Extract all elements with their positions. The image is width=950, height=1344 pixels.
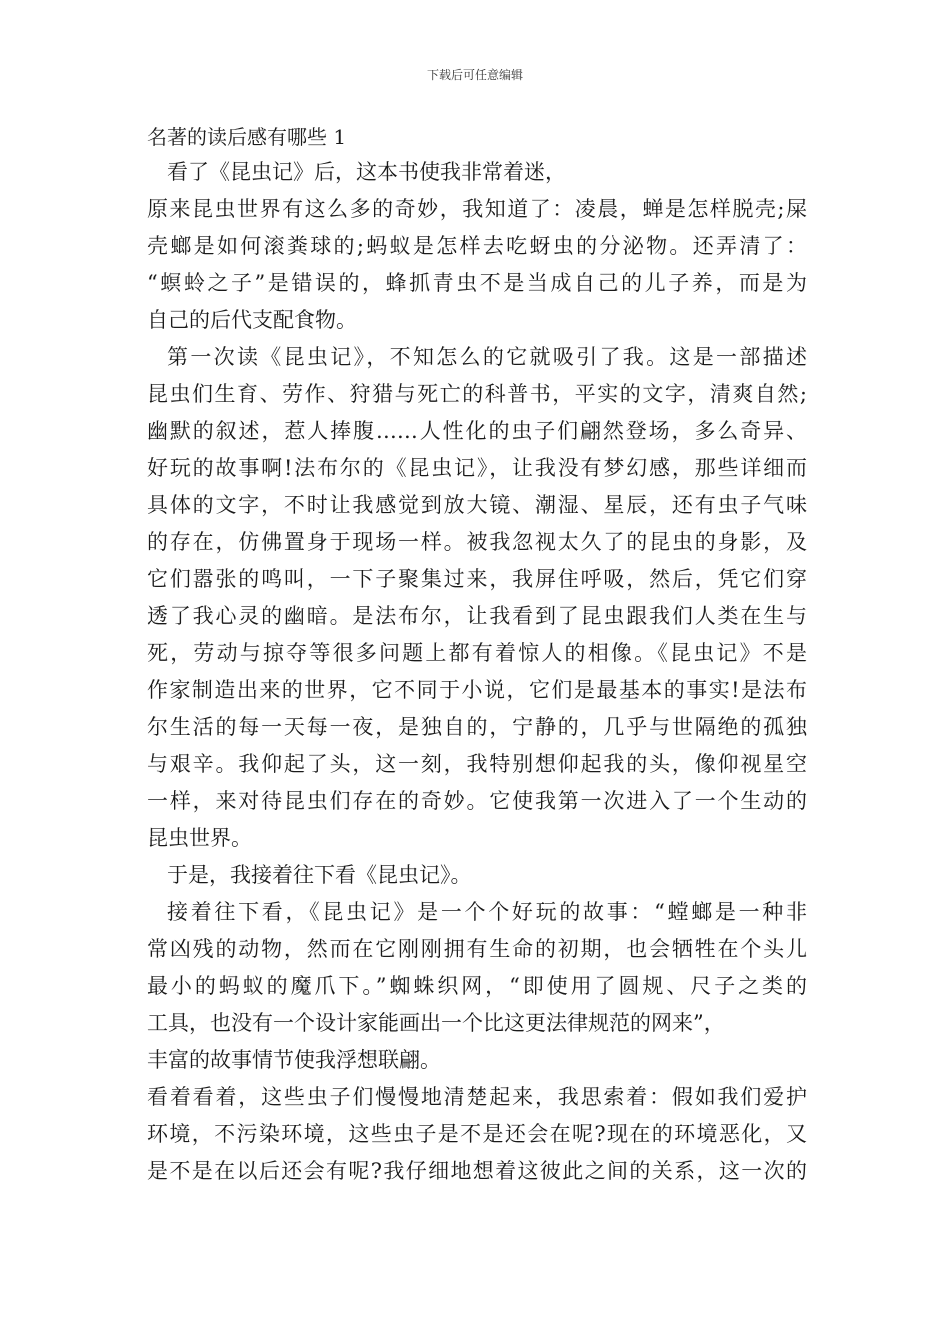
text-line: 最小的蚂蚁的魔爪下。”蜘蛛织网，“即使用了圆规、尺子之类的 (147, 974, 807, 998)
text-line: 与艰辛。我仰起了头，这一刻，我特别想仰起我的头，像仰视星空 (147, 752, 807, 776)
text-line: 透了我心灵的幽暗。是法布尔，让我看到了昆虫跟我们人类在生与 (147, 604, 807, 628)
text-line: 丰富的故事情节使我浮想联翩。 (147, 1048, 441, 1072)
text-line: 壳螂是如何滚粪球的;蚂蚁是怎样去吃蚜虫的分泌物。还弄清了： (147, 234, 807, 258)
text-line: 它们嚣张的鸣叫，一下子聚集过来，我屏住呼吸，然后，凭它们穿 (147, 567, 807, 591)
text-line: 常凶残的动物，然而在它刚刚拥有生命的初期，也会牺牲在个头儿 (147, 937, 807, 961)
page-header: 下载后可任意编辑 (426, 68, 523, 82)
text-line: 昆虫们生育、劳作、狩猎与死亡的科普书，平实的文字，清爽自然; (147, 382, 807, 406)
text-line: 具体的文字，不时让我感觉到放大镜、潮湿、星辰，还有虫子气味 (147, 493, 807, 517)
text-line: 的存在，仿佛置身于现场一样。被我忽视太久了的昆虫的身影，及 (147, 530, 807, 554)
text-line: 是不是在以后还会有呢?我仔细地想着这彼此之间的关系，这一次的 (147, 1159, 807, 1183)
text-line: 看了《昆虫记》后，这本书使我非常着迷， (167, 160, 566, 184)
text-line: 一样，来对待昆虫们存在的奇妙。它使我第一次进入了一个生动的 (147, 789, 807, 813)
text-line: 幽默的叙述，惹人捧腹……人性化的虫子们翩然登场，多么奇异、 (147, 419, 807, 443)
text-line: 于是，我接着往下看《昆虫记》。 (167, 863, 472, 887)
text-line: 第一次读《昆虫记》，不知怎么的它就吸引了我。这是一部描述 (167, 345, 807, 369)
text-line: 看着看着，这些虫子们慢慢地清楚起来，我思索着：假如我们爱护 (147, 1085, 807, 1109)
text-line: 死，劳动与掠夺等很多问题上都有着惊人的相像。《昆虫记》不是 (147, 641, 807, 665)
text-line: 自己的后代支配食物。 (147, 308, 357, 332)
text-line: 好玩的故事啊!法布尔的《昆虫记》，让我没有梦幻感，那些详细而 (147, 456, 807, 480)
text-line: 尔生活的每一天每一夜，是独自的，宁静的，几乎与世隔绝的孤独 (147, 715, 807, 739)
text-line: 昆虫世界。 (147, 826, 252, 850)
text-line: 工具，也没有一个设计家能画出一个比这更法律规范的网来”， (147, 1011, 725, 1035)
text-line: 环境，不污染环境，这些虫子是不是还会在呢?现在的环境恶化，又 (147, 1122, 807, 1146)
text-line: “螟蛉之子”是错误的，蜂抓青虫不是当成自己的儿子养，而是为 (147, 271, 807, 295)
text-line: 作家制造出来的世界，它不同于小说，它们是最基本的事实!是法布 (147, 678, 807, 702)
document-body (147, 120, 807, 1190)
text-line: 原来昆虫世界有这么多的奇妙，我知道了：凌晨，蝉是怎样脱壳;屎 (147, 197, 807, 221)
document-title: 名著的读后感有哪些 1 (147, 125, 347, 149)
text-line: 接着往下看，《昆虫记》是一个个好玩的故事：“螳螂是一种非 (167, 900, 807, 924)
